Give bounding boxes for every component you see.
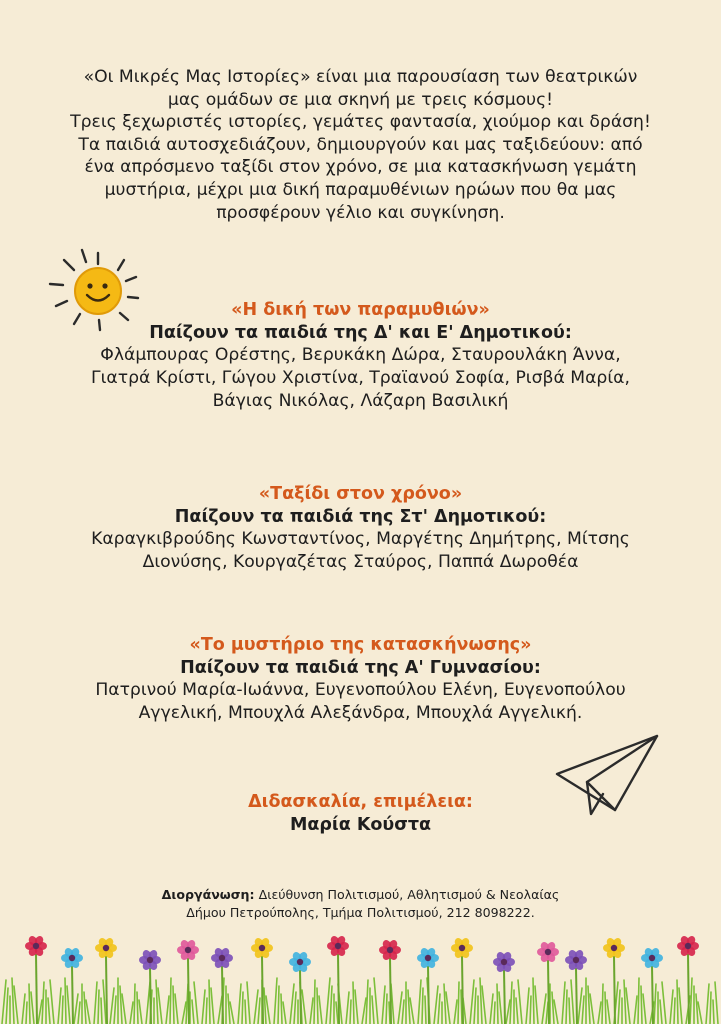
section-title: «Ταξίδι στον χρόνο»	[258, 484, 463, 504]
flower-icon	[289, 950, 311, 1024]
intro-line: μας ομάδων σε μια σκηνή με τρεις κόσμους!	[167, 89, 554, 110]
intro-paragraph	[40, 66, 681, 224]
intro-line: ένα απρόσμενο ταξίδι στον χρόνο, σε μια κατασκήνωση γεμάτη	[84, 157, 637, 178]
section-subtitle: Παίζουν τα παιδιά της Α' Γυμνασίου:	[180, 657, 541, 678]
section-title: «Η δική των παραμυθιών»	[231, 300, 490, 320]
credits	[20, 791, 701, 837]
intro-line: μυστήρια, μέχρι μια δική παραμυθένιων ηρώων που θα μας	[104, 179, 617, 200]
cast-line: Βάγιας Νικόλας, Λάζαρη Βασιλική	[212, 391, 509, 412]
organizer-text: Διεύθυνση Πολιτισμού, Αθλητισμού & Νεολαίας	[258, 887, 560, 902]
flower-icon	[177, 938, 199, 1024]
organizer-info	[20, 886, 701, 922]
cast-line: Πατρινού Μαρία-Ιωάννα, Ευγενοπούλου Ελένη, Ευγενοπούλου	[95, 680, 626, 701]
section-subtitle: Παίζουν τα παιδιά της Δ' και Ε' Δημοτικού:	[149, 322, 572, 343]
intro-line: Τρεις ξεχωριστές ιστορίες, γεμάτες φαντασία, χιούμορ και δράση!	[70, 112, 651, 133]
flowers-border	[0, 928, 721, 1024]
credits-name: Μαρία Κούστα	[289, 815, 432, 835]
section-story-2	[20, 483, 701, 574]
flower-icon	[451, 936, 473, 1024]
section-title: «Το μυστήριο της κατασκήνωσης»	[189, 635, 532, 655]
credits-title: Διδασκαλία, επιμέλεια:	[248, 792, 473, 812]
section-subtitle: Παίζουν τα παιδιά της Στ' Δημοτικού:	[174, 506, 547, 527]
section-story-1	[20, 299, 701, 413]
flower-icon	[565, 948, 587, 1024]
intro-line: προσφέρουν γέλιο και συγκίνηση.	[216, 202, 505, 223]
flower-icon	[25, 934, 47, 1024]
intro-line: «Οι Μικρές Μας Ιστορίες» είναι μια παρουσίαση των θεατρικών	[83, 67, 638, 87]
flower-icon	[251, 936, 273, 1024]
organizer-line-2: Δήμου Πετρούπολης, Τμήμα Πολιτισμού, 212 8098222.	[186, 905, 535, 920]
cast-line: Διονύσης, Κουργαζέτας Σταύρος, Παππά Δωροθέα	[142, 552, 579, 573]
intro-line: Τα παιδιά αυτοσχεδιάζουν, δημιουργούν και μας ταξιδεύουν: από	[78, 134, 643, 155]
cast-line: Καραγκιβρούδης Κωνσταντίνος, Μαργέτης Δημήτρης, Μίτσης	[91, 529, 630, 550]
cast-line: Γιατρά Κρίστι, Γώγου Χριστίνα, Τραϊανού Σοφία, Ρισβά Μαρία,	[91, 368, 630, 389]
cast-line: Φλάμπουρας Ορέστης, Βερυκάκη Δώρα, Σταυρουλάκη Άννα,	[100, 345, 621, 366]
organizer-label: Διοργάνωση:	[161, 887, 255, 902]
cast-line: Αγγελική, Μπουχλά Αλεξάνδρα, Μπουχλά Αγγελική.	[138, 703, 583, 724]
organizer-line-1	[20, 886, 701, 904]
section-story-3	[20, 634, 701, 725]
